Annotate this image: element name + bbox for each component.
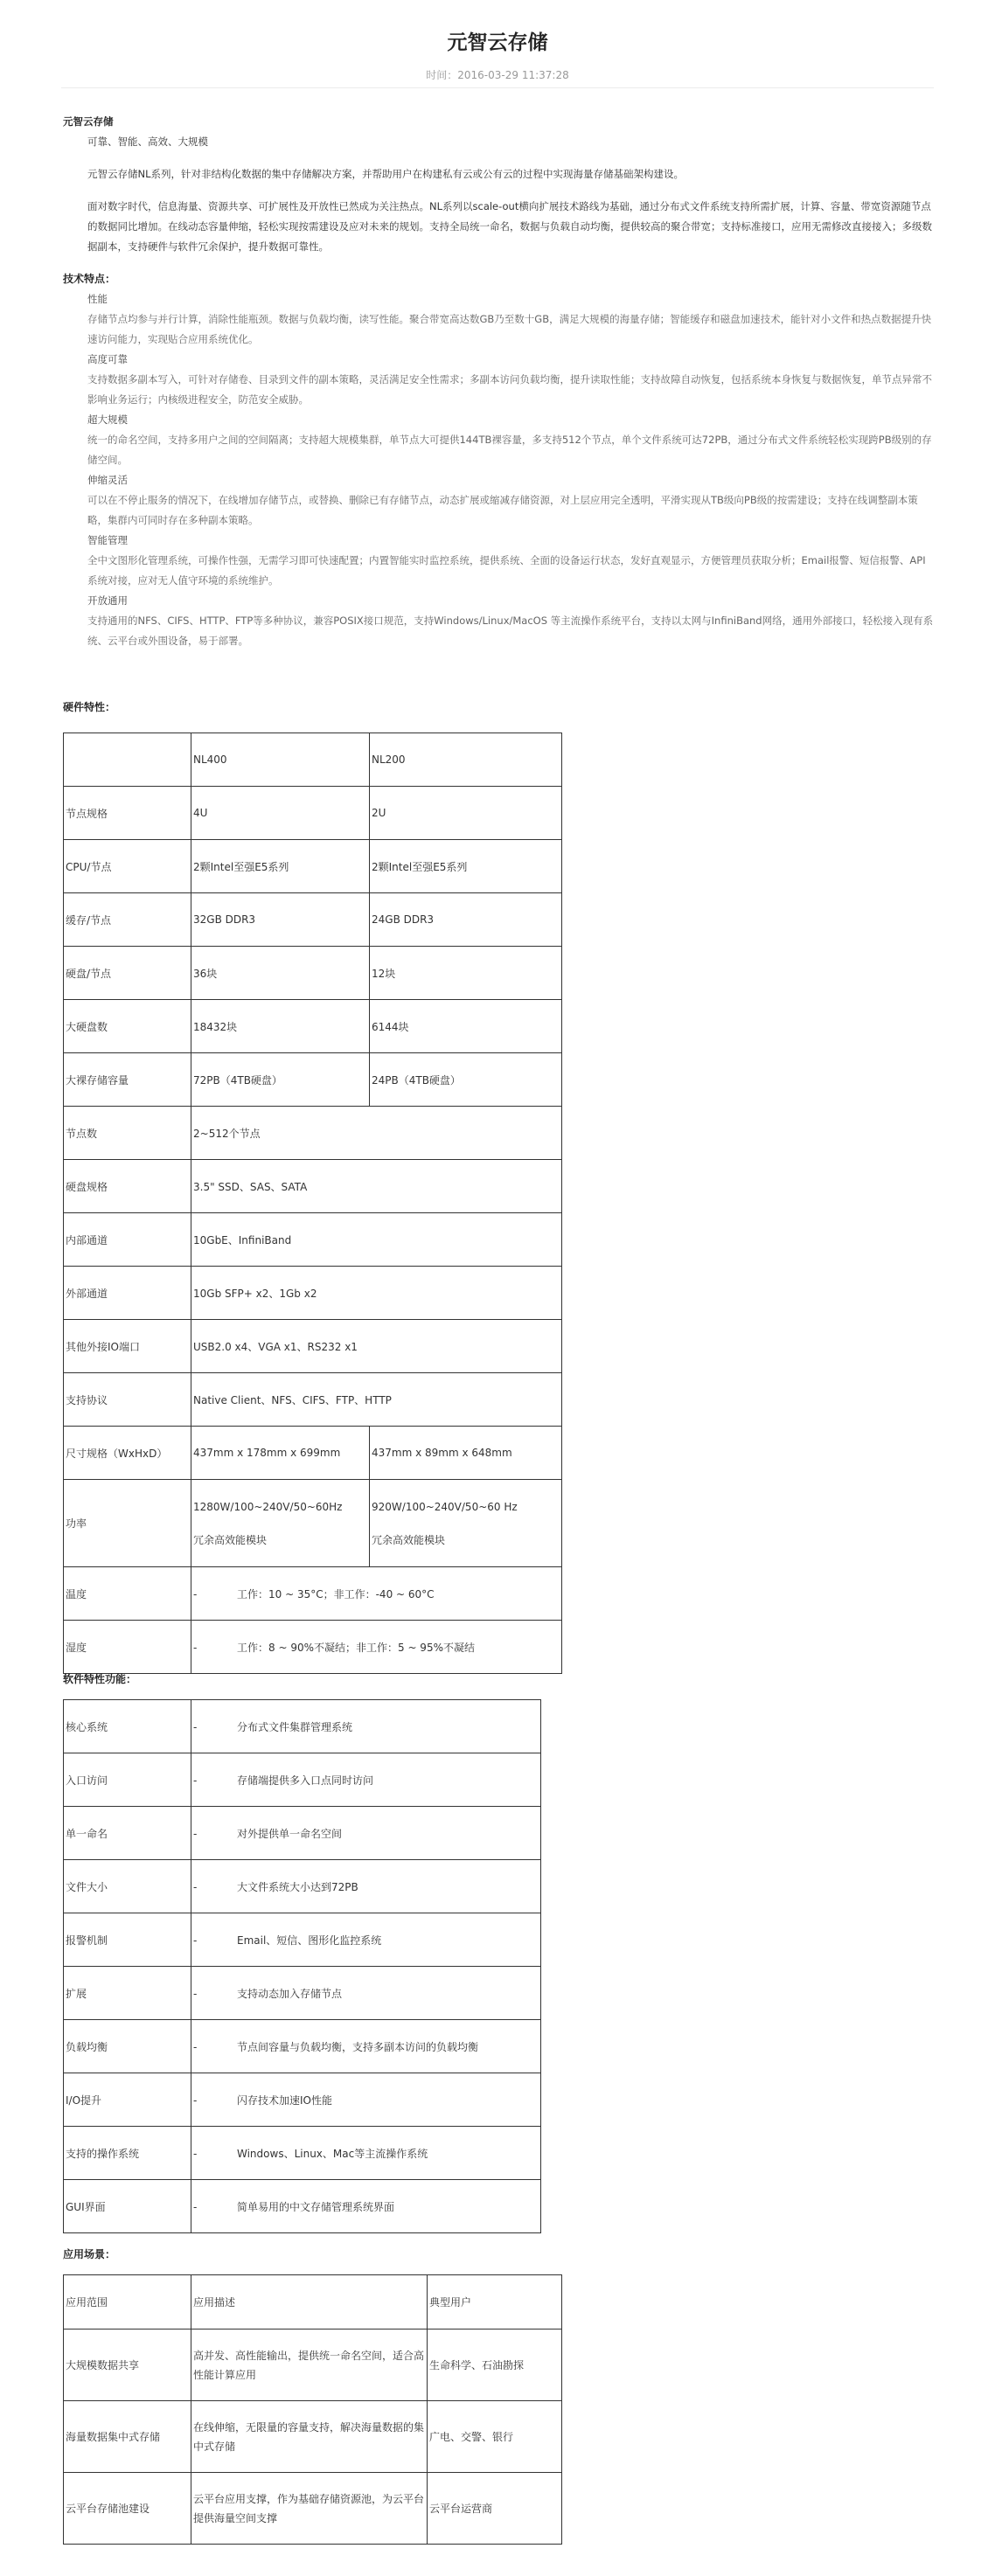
- table-cell: 32GB DDR3: [191, 893, 370, 947]
- tech-feature-text: 支持通用的NFS、CIFS、HTTP、FTP等多种协议，兼容POSIX接口规范，支持Windows/Linux/MacOS 等主流操作系统平台，支持以太网与InfiniBand网络，通用外部接口，轻松接入现有系统、云平台或外围设备，易于部署。: [87, 614, 934, 647]
- table-cell: 24GB DDR3: [370, 893, 562, 947]
- tech-feature-title: 高度可靠: [87, 353, 128, 365]
- table-cell: 支持的操作系统: [64, 2127, 191, 2180]
- table-cell: 报警机制: [64, 1913, 191, 1967]
- tech-feature-text: 存储节点均参与并行计算，消除性能瓶颈。数据与负载均衡，读写性能。聚合带宽高达数GB乃至数十GB，满足大规模的海量存储；智能缓存和磁盘加速技术，能针对小文件和热点数据提升快速访问能力，实现贴合应用系统优化。: [87, 313, 932, 345]
- tech-feature-title: 智能管理: [87, 534, 128, 546]
- table-cell: 节点数: [64, 1107, 191, 1160]
- table-row: [64, 1967, 541, 2020]
- tech-feature-title: 性能: [87, 293, 108, 305]
- table-row: [64, 1700, 541, 1753]
- table-cell: 生命科学、石油勘探: [428, 2330, 562, 2401]
- table-cell: USB2.0 x4、VGA x1、RS232 x1: [191, 1320, 562, 1373]
- table-row: [64, 1373, 562, 1427]
- tech-heading: 技术特点：: [63, 273, 116, 285]
- table-cell: 12块: [370, 947, 562, 1000]
- table-cell: Native Client、NFS、CIFS、FTP、HTTP: [191, 1373, 562, 1427]
- table-row: [64, 787, 562, 840]
- feature-value: Windows、Linux、Mac等主流操作系统: [237, 2147, 428, 2160]
- table-cell: [191, 1480, 370, 1567]
- table-row: [64, 1621, 562, 1674]
- table-cell: [191, 1700, 541, 1753]
- table-cell: [191, 2073, 541, 2127]
- intro-paragraph-1: 元智云存储NL系列，针对非结构化数据的集中存储解决方案，并帮助用户在构建私有云或公有云的过程中实现海量存储基础架构建设。: [87, 168, 685, 180]
- table-cell: 24PB（4TB硬盘）: [370, 1053, 562, 1107]
- table-cell: 支持协议: [64, 1373, 191, 1427]
- dash: -: [193, 1720, 198, 1733]
- feature-value: 大文件系统大小达到72PB: [237, 1880, 358, 1893]
- table-row: [64, 1860, 541, 1913]
- table-cell: 广电、交警、银行: [428, 2401, 562, 2473]
- table-cell: [191, 2020, 541, 2073]
- software-table: [63, 1699, 541, 2233]
- table-row: [64, 1267, 562, 1320]
- table-cell: [191, 1860, 541, 1913]
- feature-value: 节点间容量与负载均衡，支持多副本访问的负载均衡: [237, 2040, 479, 2053]
- table-row: [64, 1000, 562, 1053]
- table-cell: 功率: [64, 1480, 191, 1567]
- tech-feature-text: 支持数据多副本写入，可针对存储卷、目录到文件的副本策略，灵活满足安全性需求；多副本访问负载均衡，提升读取性能；支持故障自动恢复，包括系统本身恢复与数据恢复，单节点异常不影响业务运行；内核级进程安全，防范安全威胁。: [87, 373, 932, 406]
- table-cell: 硬盘规格: [64, 1160, 191, 1213]
- dash: -: [193, 2200, 198, 2213]
- temperature-value: 工作：10 ~ 35°C；非工作：-40 ~ 60°C: [237, 1587, 435, 1600]
- feature-value: 分布式文件集群管理系统: [237, 1720, 353, 1733]
- table-cell: 437mm x 178mm x 699mm: [191, 1427, 370, 1480]
- table-row: [64, 1807, 541, 1860]
- table-row: [64, 1753, 541, 1807]
- table-cell: CPU/节点: [64, 840, 191, 893]
- table-cell: 2颗Intel至强E5系列: [191, 840, 370, 893]
- table-row: [64, 2127, 541, 2180]
- dash: -: [193, 2147, 198, 2160]
- table-cell: 437mm x 89mm x 648mm: [370, 1427, 562, 1480]
- table-cell: 在线伸缩，无限量的容量支持，解决海量数据的集中式存储: [191, 2401, 428, 2473]
- table-cell: 高并发、高性能输出，提供统一命名空间，适合高性能计算应用: [191, 2330, 428, 2401]
- product-name: 元智云存储: [63, 115, 114, 128]
- tech-feature-text: 可以在不停止服务的情况下，在线增加存储节点，或替换、删除已有存储节点，动态扩展或缩减存储资源，对上层应用完全透明，平滑实现从TB级向PB级的按需建设；支持在线调整副本策略，集群内可同时存在多种副本策略。: [87, 494, 918, 526]
- table-cell: 缓存/节点: [64, 893, 191, 947]
- table-row: [64, 893, 562, 947]
- table-cell: 单一命名: [64, 1807, 191, 1860]
- table-cell: 尺寸规格（WxHxD）: [64, 1427, 191, 1480]
- table-cell: 温度: [64, 1567, 191, 1621]
- table-cell: 3.5" SSD、SAS、SATA: [191, 1160, 562, 1213]
- table-cell: 4U: [191, 787, 370, 840]
- table-cell: 2颗Intel至强E5系列: [370, 840, 562, 893]
- table-cell: 大硬盘数: [64, 1000, 191, 1053]
- feature-value: 简单易用的中文存储管理系统界面: [237, 2200, 395, 2213]
- dash: -: [193, 1827, 198, 1840]
- humidity-value: 工作：8 ~ 90%不凝结；非工作：5 ~ 95%不凝结: [237, 1641, 475, 1654]
- table-cell: 10Gb SFP+ x2、1Gb x2: [191, 1267, 562, 1320]
- table-row: [64, 840, 562, 893]
- tech-feature-text: 统一的命名空间，支持多用户之间的空间隔离；支持超大规模集群，单节点大可提供144TB裸容量，多支持512个节点，单个文件系统可达72PB，通过分布式文件系统轻松实现跨PB级别的存储空间。: [87, 434, 932, 466]
- intro-paragraph-2: 面对数字时代，信息海量、资源共享、可扩展性及开放性已然成为关注热点。NL系列以scale-out横向扩展技术路线为基础，通过分布式文件系统支持所需扩展，计算、容量、带宽资源随节点的数据同比增加。在线动态容量伸缩，轻松实现按需建设及应对未来的规划。支持全局统一命名，数据与负载自动均衡，提供较高的聚合带宽；支持标准接口，应用无需修改直接接入；多级数据副本，支持硬件与软件冗余保护，提升数据可靠性。: [87, 200, 932, 253]
- table-row: [64, 2180, 541, 2233]
- table-cell: 18432块: [191, 1000, 370, 1053]
- table-cell: I/O提升: [64, 2073, 191, 2127]
- hardware-table: [63, 733, 562, 1674]
- table-row: [64, 1480, 562, 1567]
- table-row: [64, 1053, 562, 1107]
- table-cell: [191, 2127, 541, 2180]
- table-cell: [191, 1913, 541, 1967]
- tech-feature-title: 开放通用: [87, 594, 128, 607]
- product-tagline: 可靠、智能、高效、大规模: [87, 135, 208, 148]
- dash: -: [193, 1587, 198, 1600]
- table-cell: 负载均衡: [64, 2020, 191, 2073]
- software-heading: 软件特性功能：: [63, 1673, 137, 1685]
- power-spec: 1280W/100~240V/50~60Hz: [193, 1500, 343, 1513]
- table-cell: 核心系统: [64, 1700, 191, 1753]
- tech-feature-title: 超大规模: [87, 413, 128, 426]
- table-cell: [191, 1807, 541, 1860]
- table-cell: 其他外接IO端口: [64, 1320, 191, 1373]
- table-cell: 海量数据集中式存储: [64, 2401, 191, 2473]
- article-body: [63, 112, 934, 651]
- table-row: [64, 1213, 562, 1267]
- table-row: [64, 1107, 562, 1160]
- table-cell: GUI界面: [64, 2180, 191, 2233]
- table-row: [64, 1320, 562, 1373]
- table-cell: 72PB（4TB硬盘）: [191, 1053, 370, 1107]
- dash: -: [193, 1641, 198, 1654]
- publish-time: 时间：2016-03-29 11:37:28: [426, 69, 569, 81]
- hardware-heading: 硬件特性：: [63, 701, 116, 713]
- power-module: 冗余高效能模块: [193, 1533, 268, 1546]
- table-row: [64, 2275, 562, 2330]
- table-cell: 应用范围: [64, 2275, 191, 2330]
- table-row: [64, 1427, 562, 1480]
- table-cell: 内部通道: [64, 1213, 191, 1267]
- table-cell: 大裸存储容量: [64, 1053, 191, 1107]
- table-cell: 6144块: [370, 1000, 562, 1053]
- dash: -: [193, 1774, 198, 1787]
- feature-value: 闪存技术加速IO性能: [237, 2093, 332, 2107]
- table-cell: 2U: [370, 787, 562, 840]
- table-cell: 云平台存储池建设: [64, 2473, 191, 2545]
- table-row: [64, 733, 562, 787]
- feature-value: 对外提供单一命名空间: [237, 1827, 343, 1840]
- tech-feature-text: 全中文图形化管理系统，可操作性强，无需学习即可快速配置；内置智能实时监控系统，提供系统、全面的设备运行状态，发好直观显示，方便管理员获取分析；Email报警、短信报警、API系统对接，应对无人值守环境的系统维护。: [87, 554, 926, 587]
- table-cell: NL200: [370, 733, 562, 787]
- table-cell: 文件大小: [64, 1860, 191, 1913]
- table-cell: [191, 1967, 541, 2020]
- table-cell: [370, 1480, 562, 1567]
- feature-value: 支持动态加入存储节点: [237, 1987, 343, 2000]
- table-cell: 大规模数据共享: [64, 2330, 191, 2401]
- dash: -: [193, 1880, 198, 1893]
- feature-value: 存储端提供多入口点同时访问: [237, 1774, 374, 1787]
- table-row: [64, 1160, 562, 1213]
- table-row: [64, 947, 562, 1000]
- table-cell: [64, 733, 191, 787]
- header-divider: [61, 87, 934, 88]
- applications-heading: 应用场景：: [63, 2248, 116, 2260]
- table-cell: 扩展: [64, 1967, 191, 2020]
- table-cell: 典型用户: [428, 2275, 562, 2330]
- table-cell: 36块: [191, 947, 370, 1000]
- table-cell: [191, 1753, 541, 1807]
- table-cell: 湿度: [64, 1621, 191, 1674]
- table-cell: 云平台应用支撑，作为基础存储资源池，为云平台提供海量空间支撑: [191, 2473, 428, 2545]
- article-title: 元智云存储: [447, 31, 548, 54]
- dash: -: [193, 1934, 198, 1947]
- dash: -: [193, 2093, 198, 2107]
- tech-features: [63, 289, 934, 651]
- feature-value: Email、短信、图形化监控系统: [237, 1934, 382, 1947]
- table-cell: 节点规格: [64, 787, 191, 840]
- table-cell: 入口访问: [64, 1753, 191, 1807]
- table-cell: [191, 1567, 562, 1621]
- table-row: [64, 2020, 541, 2073]
- table-cell: [191, 2180, 541, 2233]
- table-cell: 2~512个节点: [191, 1107, 562, 1160]
- table-cell: 云平台运营商: [428, 2473, 562, 2545]
- power-spec: 920W/100~240V/50~60 Hz: [372, 1500, 518, 1513]
- table-row: [64, 2401, 562, 2473]
- table-row: [64, 2073, 541, 2127]
- article-header: [0, 0, 995, 82]
- table-cell: 应用描述: [191, 2275, 428, 2330]
- table-row: [64, 1567, 562, 1621]
- dash: -: [193, 1987, 198, 2000]
- tech-feature-title: 伸缩灵活: [87, 474, 128, 486]
- table-row: [64, 2473, 562, 2545]
- table-cell: 10GbE、InfiniBand: [191, 1213, 562, 1267]
- table-row: [64, 2330, 562, 2401]
- dash: -: [193, 2040, 198, 2053]
- table-cell: [191, 1621, 562, 1674]
- power-module: 冗余高效能模块: [372, 1533, 446, 1546]
- table-cell: NL400: [191, 733, 370, 787]
- table-cell: 外部通道: [64, 1267, 191, 1320]
- table-cell: 硬盘/节点: [64, 947, 191, 1000]
- table-row: [64, 1913, 541, 1967]
- applications-table: [63, 2274, 562, 2545]
